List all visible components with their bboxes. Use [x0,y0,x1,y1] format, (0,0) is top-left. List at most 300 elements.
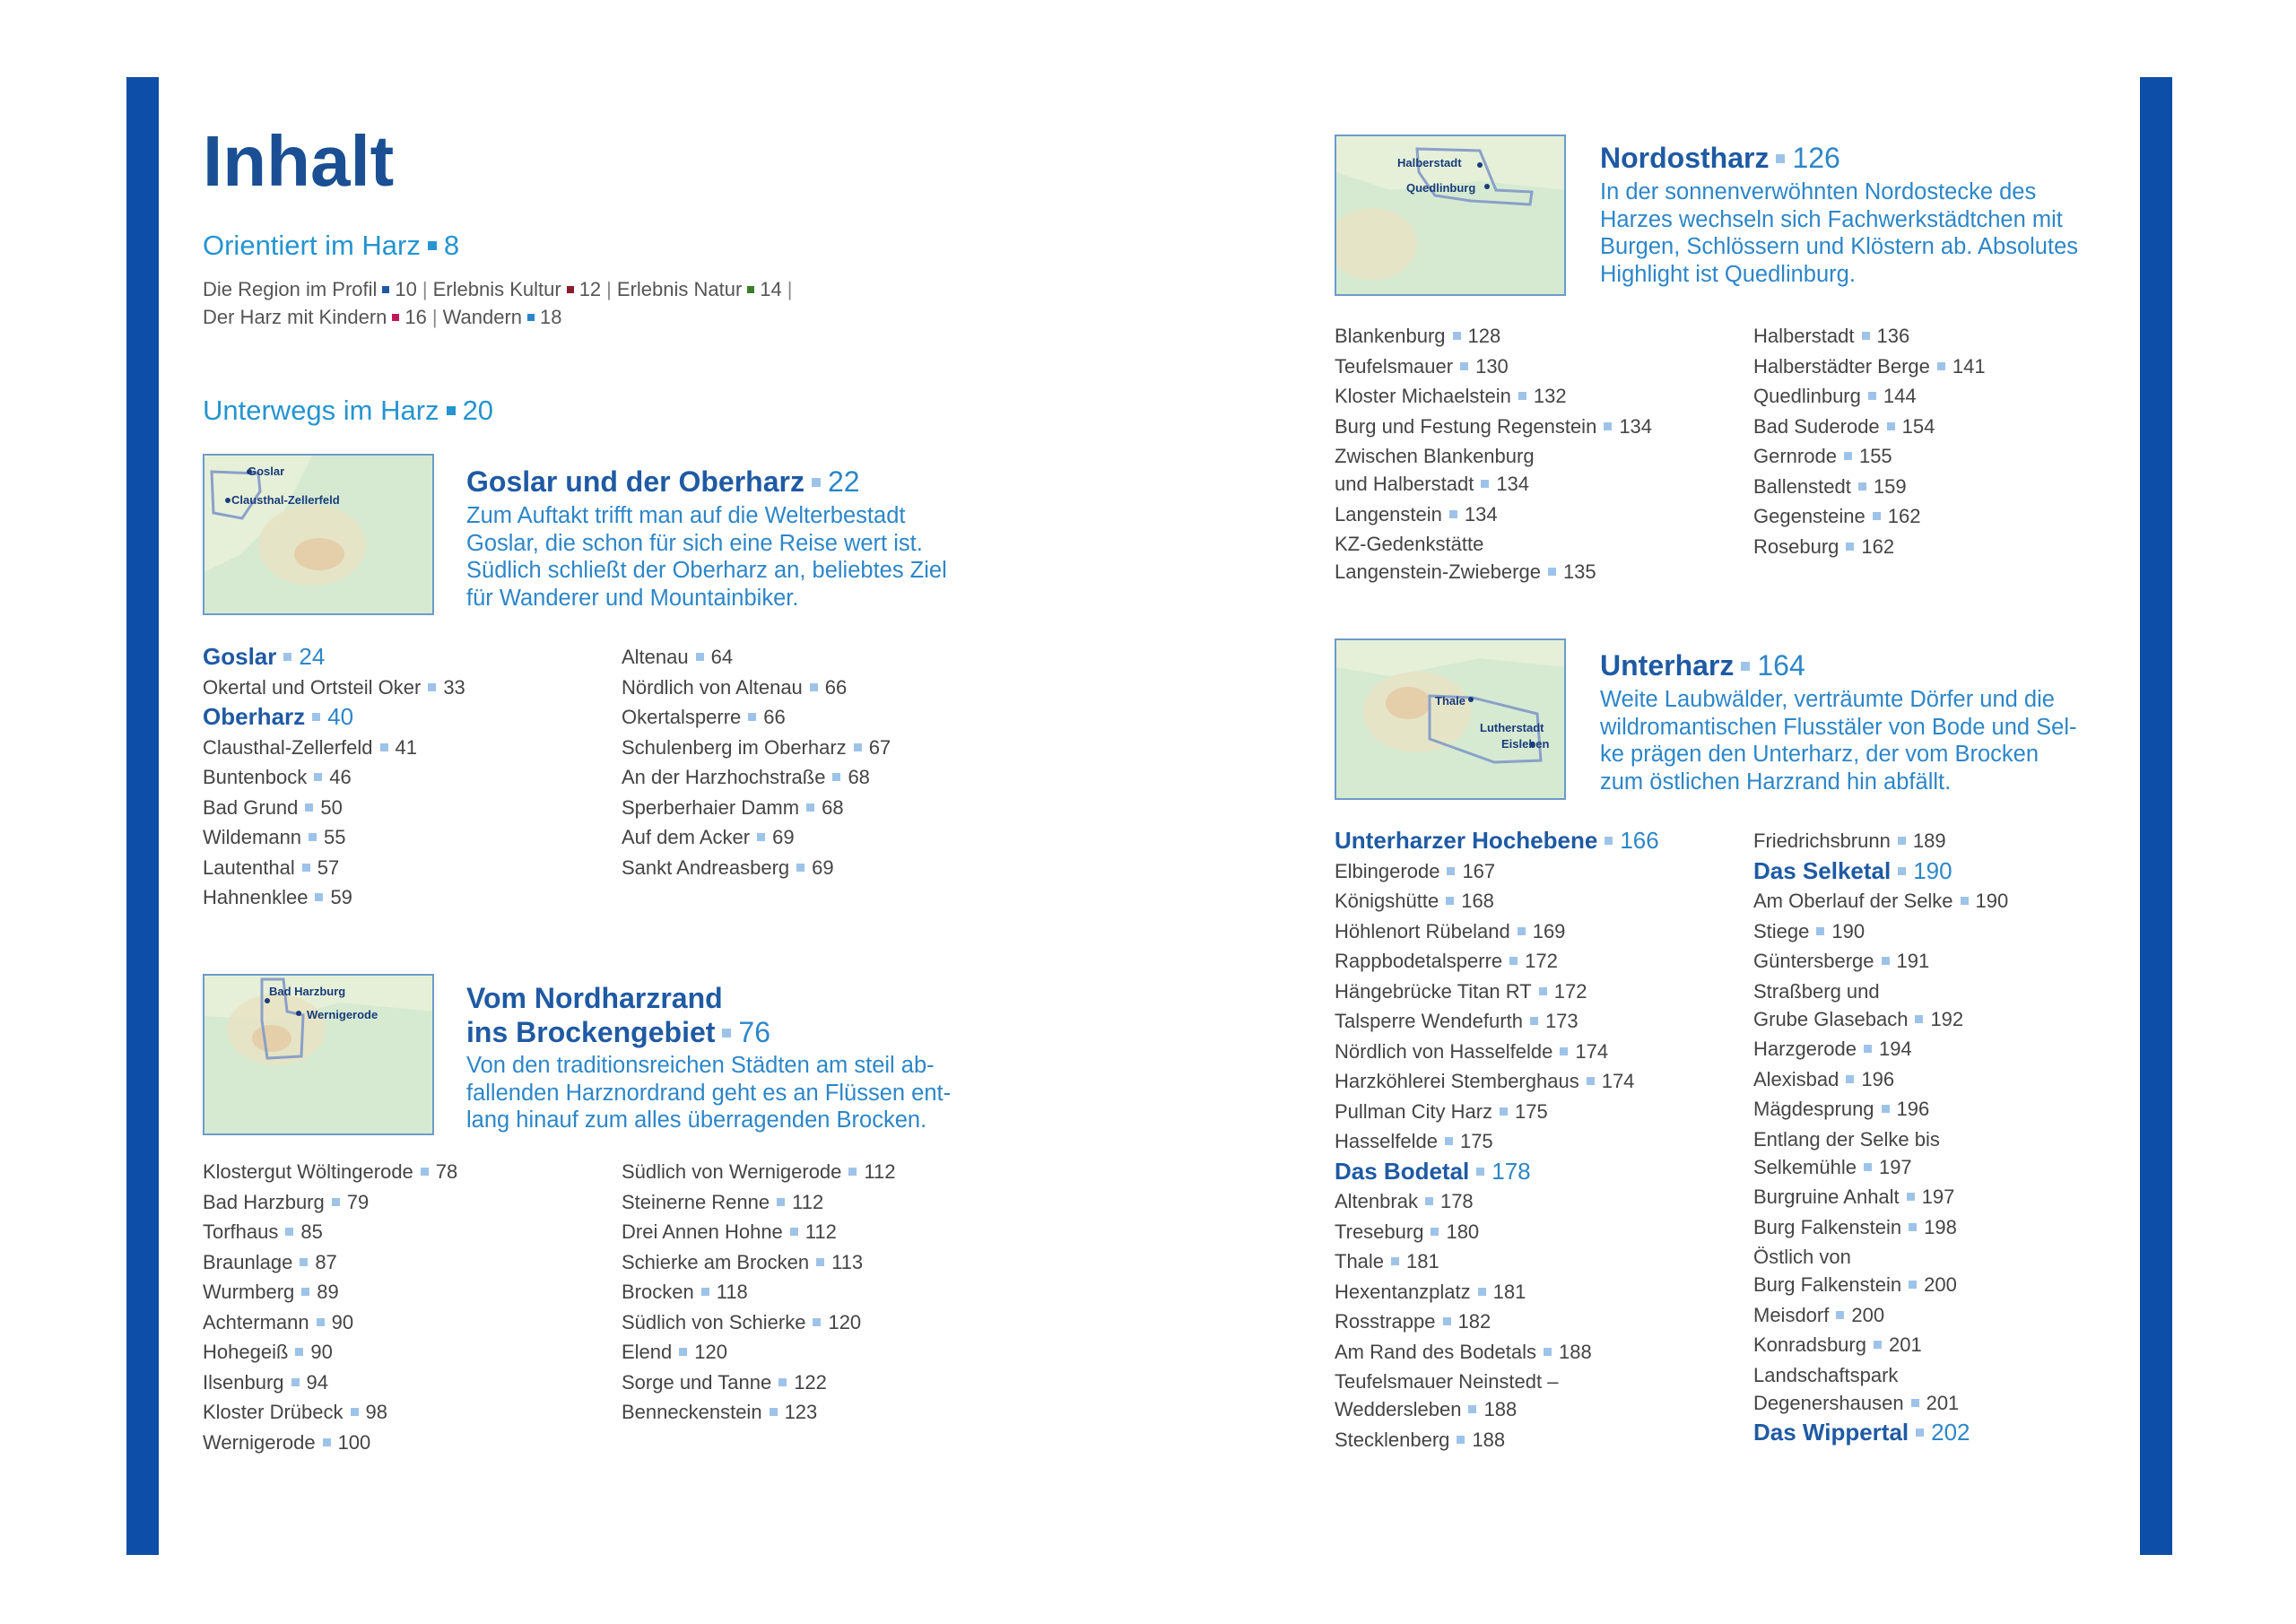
toc-entry-page: 154 [1901,414,1935,438]
toc-entry[interactable] [1753,947,2008,975]
toc-entry[interactable] [1753,1095,2008,1123]
square-bullet-icon [1864,1163,1872,1171]
toc-entry[interactable] [622,1278,895,1306]
toc-entry-label: Gegensteine [1753,505,1866,527]
toc-entry-label: Bad Grund [203,795,299,819]
separator: | [422,278,428,300]
square-bullet-icon [447,406,456,415]
toc-entry-label: Straßberg und [1753,979,1880,1003]
square-bullet-icon [283,653,291,661]
toc-entry[interactable] [1335,500,1652,528]
toc-entry[interactable] [622,854,891,881]
toc-entry[interactable] [1335,977,1659,1005]
nordost-section-desc [1600,178,2078,288]
toc-entry-page: 190 [1831,919,1866,942]
toc-entry-label: Halberstädter Berge [1753,354,1930,378]
left-accent-bar [126,77,159,1555]
unterwegs-heading[interactable] [203,395,493,427]
toc-entry[interactable] [1753,1035,2008,1063]
nordharz-title-line1: Vom Nordharzrand [466,982,723,1014]
square-bullet-icon [1882,1105,1890,1113]
toc-entry-label: Thale [1335,1250,1385,1272]
square-bullet-icon [778,1378,787,1386]
toc-entry[interactable] [1335,857,1659,885]
toc-entry-label: Ilsenburg [203,1370,284,1394]
toc-entry-page: 69 [812,855,834,879]
square-bullet-icon [1548,568,1556,576]
toc-entry[interactable] [1753,352,1986,380]
toc-entry[interactable] [622,1188,895,1216]
square-bullet-icon [302,864,310,872]
toc-entry-label: Goslar [203,643,277,670]
toc-entry[interactable] [1335,1338,1659,1366]
toc-entry-label: Wurmberg [203,1281,295,1303]
toc-entry-label: Brocken [622,1281,694,1303]
nordost-section-title[interactable] [1600,141,1840,175]
square-bullet-icon [1858,482,1866,491]
toc-entry[interactable] [622,1308,895,1336]
toc-entry-page: 192 [1930,1007,1964,1030]
square-bullet-icon [1961,897,1969,905]
toc-entry-page: 201 [1926,1391,1960,1414]
nordost-section-page: 126 [1792,142,1840,174]
separator: | [431,306,438,328]
toc-entry[interactable] [203,1278,457,1306]
toc-entry-label: Halberstadt [1753,325,1855,347]
toc-entry[interactable] [1335,1278,1659,1306]
orient-item-natur[interactable]: Erlebnis Natur [616,278,743,300]
toc-entry-label: Pullman City Harz [1335,1099,1493,1123]
square-bullet-icon [1449,510,1457,518]
toc-entry-page: 130 [1475,354,1509,378]
toc-entry[interactable] [1753,977,2008,1033]
toc-entry[interactable] [1753,1331,2008,1359]
unterharz-section-page: 164 [1757,649,1805,682]
toc-entry-label: Sankt Andreasberg [622,855,790,879]
toc-entry-page: 87 [315,1250,337,1273]
toc-entry[interactable] [203,1308,457,1336]
toc-entry[interactable] [1335,1127,1659,1155]
toc-entry[interactable] [622,794,891,821]
square-bullet-icon [332,1198,340,1206]
toc-entry-label2: Degenershausen [1753,1391,1904,1414]
nordost-section-title-text: Nordostharz [1600,142,1770,174]
square-bullet-icon [285,1228,293,1236]
goslar-section-title[interactable] [466,465,860,499]
square-bullet-icon [1476,1168,1484,1176]
orient-item-kinder[interactable]: Der Harz mit Kindern [203,306,387,328]
square-bullet-icon [1907,1193,1915,1201]
square-bullet-icon [1882,957,1890,965]
toc-entry[interactable] [622,1368,895,1396]
toc-entry-page: 181 [1492,1280,1526,1303]
toc-entry-label: Roseburg [1753,534,1839,558]
square-bullet-icon [679,1348,687,1356]
toc-entry-label-line2 [1335,470,1652,498]
toc-entry[interactable] [203,1398,457,1426]
toc-entry[interactable] [1335,1218,1659,1246]
toc-entry-label: Steinerne Renne [622,1190,770,1213]
square-bullet-icon [1887,422,1895,430]
toc-entry-page: 162 [1887,505,1921,527]
desc-line: Südlich schließt der Oberharz an, beliebtes Ziel [466,558,947,583]
desc-line: Weite Laubwälder, verträumte Dörfer und die [1600,687,2055,712]
toc-entry-page: 59 [330,886,352,908]
desc-line: Harzes wechseln sich Fachwerkstädtchen mit [1600,206,2063,232]
square-bullet-icon [1560,1047,1568,1055]
toc-entry[interactable] [203,854,465,881]
toc-entry-page: 175 [1459,1130,1493,1152]
toc-entry-label: Okertalsperre [622,706,742,728]
toc-entry[interactable] [622,734,891,761]
toc-entry[interactable] [1753,1183,2008,1211]
toc-entry-page: 132 [1533,385,1567,407]
toc-entry-label: Meisdorf [1753,1303,1830,1326]
right-accent-bar [2140,77,2172,1555]
toc-entry[interactable] [203,763,465,791]
toc-entry[interactable] [622,643,891,671]
square-bullet-icon [380,743,388,751]
toc-entry-page: 141 [1952,354,1986,378]
toc-entry-page: 134 [1496,473,1530,495]
map-label-goslar: Goslar [248,465,285,478]
toc-entry-label: Nördlich von Hasselfelde [1335,1039,1553,1063]
square-bullet-icon [1874,1341,1882,1349]
orient-item-profil[interactable]: Die Region im Profil [203,278,378,300]
toc-entry-page: 94 [306,1370,328,1394]
toc-entry-page: 182 [1457,1310,1492,1333]
toc-entry-label: Hängebrücke Titan RT [1335,979,1532,1003]
map-label-thale: Thale [1435,694,1465,708]
unterwegs-label: Unterwegs im Harz [203,395,439,426]
orient-item-kultur[interactable]: Erlebnis Kultur [432,278,561,300]
orientiert-heading[interactable] [203,230,459,262]
toc-entry[interactable] [1335,382,1652,410]
unterharz-region-map[interactable] [1335,638,1566,800]
square-bullet-icon [1898,837,1906,845]
toc-entry-label: Langenstein [1335,502,1442,525]
toc-entry[interactable] [1335,1067,1659,1095]
orient-item-kultur-page: 12 [578,278,602,300]
square-bullet-icon [291,1378,300,1386]
toc-entry-label: Am Oberlauf der Selke [1753,890,1953,912]
toc-entry[interactable] [1753,1125,2008,1181]
nordharz-map-graphic [204,976,434,1135]
toc-entry[interactable] [203,794,465,821]
toc-entry-page: 178 [1492,1157,1531,1185]
toc-entry[interactable] [622,1218,895,1246]
toc-entry-page: 172 [1553,979,1587,1003]
toc-entry[interactable] [622,823,891,851]
square-bullet-icon [1868,392,1876,400]
toc-entry-page: 196 [1896,1098,1930,1120]
toc-entry-label: Rosstrappe [1335,1310,1436,1333]
toc-entry[interactable] [1753,533,1986,560]
toc-entry-page: 190 [1913,856,1952,884]
orient-item-wandern-page: 18 [540,306,562,328]
toc-entry-label2: Selkemühle [1753,1155,1857,1178]
toc-entry-page: 68 [848,766,870,788]
toc-entry[interactable] [622,1338,895,1366]
toc-entry-label: Güntersberge [1753,950,1874,972]
square-bullet-icon [1443,1317,1451,1325]
square-bullet-icon [747,286,754,293]
square-bullet-icon [1836,1311,1844,1319]
toc-entry-label: Teufelsmauer [1335,354,1454,378]
square-bullet-icon [323,1438,331,1446]
toc-entry[interactable] [1753,413,1986,440]
toc-entry[interactable] [1335,442,1652,498]
toc-entry[interactable] [1335,322,1652,350]
toc-entry-label-line2 [1753,1271,2008,1298]
square-bullet-icon [701,1288,709,1296]
toc-entry-page: 188 [1559,1340,1592,1363]
square-bullet-icon [810,683,818,691]
toc-entry-label: Schulenberg im Oberharz [622,735,847,759]
square-bullet-icon [305,803,313,812]
toc-entry[interactable] [1335,1038,1659,1065]
toc-entry-label: Hasselfelde [1335,1130,1438,1152]
toc-entry-label: Schierke am Brocken [622,1250,810,1273]
toc-entry-page: 167 [1462,859,1496,882]
toc-entry-label: Hohegeiß [203,1341,289,1363]
toc-subheading[interactable] [203,703,465,731]
toc-entry[interactable] [622,673,891,701]
toc-entry-label: Clausthal-Zellerfeld [203,735,373,759]
toc-entry[interactable] [1335,917,1659,945]
toc-entry[interactable] [1753,827,2008,855]
toc-entry-label2: Burg Falkenstein [1753,1273,1902,1296]
toc-entry[interactable] [203,823,465,851]
square-bullet-icon [748,713,756,721]
toc-entry-page: 197 [1878,1155,1912,1178]
toc-subheading[interactable] [203,643,465,671]
square-bullet-icon [854,743,862,751]
toc-entry[interactable] [203,1218,457,1246]
toc-entry[interactable] [622,1398,895,1426]
toc-entry[interactable] [203,673,465,701]
toc-entry-page: 196 [1861,1067,1895,1090]
toc-entry[interactable] [1335,1426,1659,1454]
toc-entry[interactable] [203,1429,457,1456]
square-bullet-icon [777,1198,785,1206]
toc-entry[interactable] [203,1158,457,1185]
toc-entry-label: Klostergut Wöltingerode [203,1160,413,1183]
separator: | [787,278,793,300]
toc-entry[interactable] [1335,1098,1659,1125]
square-bullet-icon [300,1258,308,1266]
toc-entry[interactable] [622,1158,895,1185]
toc-entry-page: 112 [792,1190,824,1213]
square-bullet-icon [1431,1228,1439,1236]
square-bullet-icon [1844,452,1852,460]
toc-entry-page: 162 [1861,534,1895,558]
toc-subheading[interactable] [1753,857,2008,885]
toc-entry[interactable] [622,1248,895,1276]
toc-entry-label-line2 [1753,1005,2008,1033]
toc-entry-page: 172 [1525,950,1558,972]
toc-entry-page: 67 [868,735,891,759]
toc-entry[interactable] [203,734,465,761]
toc-entry[interactable] [1753,442,1986,470]
square-bullet-icon [1605,837,1613,845]
unterwegs-page: 20 [462,395,494,426]
toc-entry[interactable] [1753,1213,2008,1241]
toc-entry-page: 134 [1464,502,1498,525]
toc-entry[interactable] [1753,1065,2008,1093]
square-bullet-icon [722,1029,731,1038]
toc-entry-page: 50 [320,795,343,819]
square-bullet-icon [315,893,323,901]
nordost-list-col1 [1335,322,1652,588]
toc-entry[interactable] [1753,1243,2008,1298]
desc-line: für Wanderer und Mountainbiker. [466,585,799,611]
toc-entry[interactable] [1753,887,2008,915]
toc-entry-page: 66 [763,706,786,728]
desc-line: zum östlichen Harzrand hin abfällt. [1600,769,1952,795]
toc-entry-label: Das Bodetal [1335,1157,1470,1185]
toc-entry[interactable] [1753,502,1986,530]
toc-entry[interactable] [1753,382,1986,410]
toc-entry-page: 123 [784,1401,818,1423]
toc-entry-label-line2 [1335,1395,1659,1423]
nordharz-region-map[interactable] [203,974,434,1135]
square-bullet-icon [527,314,535,321]
toc-entry-label: Altenau [622,646,689,668]
toc-entry-page: 79 [346,1190,370,1213]
toc-entry[interactable] [1335,887,1659,915]
toc-entry[interactable] [1753,473,1986,500]
toc-entry-label: Achtermann [203,1310,309,1333]
toc-entry-page: 191 [1896,950,1930,972]
toc-entry-page: 100 [337,1430,371,1454]
toc-entry-label: Sorge und Tanne [622,1370,772,1394]
square-bullet-icon [428,683,436,691]
toc-subheading[interactable] [1335,1158,1659,1185]
nordost-region-map[interactable] [1335,135,1566,296]
toc-entry-page: 159 [1873,474,1907,498]
toc-entry[interactable] [1335,352,1652,380]
unterharz-section-title-text: Unterharz [1600,649,1735,682]
toc-entry[interactable] [1335,1187,1659,1215]
toc-entry[interactable] [622,703,891,731]
toc-entry-label: Hexentanzplatz [1335,1280,1471,1303]
square-bullet-icon [1864,1045,1872,1053]
goslar-section-page: 22 [827,465,860,498]
toc-entry-label: Wernigerode [203,1430,316,1454]
square-bullet-icon [1587,1077,1595,1085]
orient-item-wandern[interactable]: Wandern [442,306,523,328]
toc-entry[interactable] [1335,413,1652,440]
square-bullet-icon [848,1168,857,1176]
toc-entry[interactable] [203,1338,457,1366]
square-bullet-icon [1544,1348,1552,1356]
toc-entry[interactable] [203,1368,457,1396]
toc-entry[interactable] [203,883,465,911]
toc-entry[interactable] [1753,1361,2008,1417]
toc-entry-label: Harzköhlerei Stemberghaus [1335,1070,1579,1092]
square-bullet-icon [1530,1017,1538,1025]
toc-subheading[interactable] [1335,827,1659,855]
toc-entry-page: 57 [317,855,340,879]
toc-entry-label: Teufelsmauer Neinstedt – [1335,1370,1559,1393]
square-bullet-icon [1500,1107,1508,1116]
square-bullet-icon [1898,867,1906,875]
square-bullet-icon [1909,1223,1917,1231]
toc-entry[interactable] [203,1248,457,1276]
goslar-region-map[interactable] [203,454,434,615]
square-bullet-icon [1446,897,1454,905]
square-bullet-icon [806,803,814,812]
toc-entry-label-line2 [1335,558,1652,586]
toc-entry[interactable] [1335,1368,1659,1423]
toc-entry-page: 188 [1483,1398,1518,1420]
toc-entry[interactable] [1335,947,1659,975]
toc-entry[interactable] [1753,917,2008,945]
unterharz-section-title[interactable] [1600,648,1805,682]
toc-entry-page: 69 [772,826,795,848]
toc-entry-label: Treseburg [1335,1220,1424,1243]
orientiert-items [203,275,884,331]
toc-entry-label-line2 [1753,1389,2008,1417]
unterharz-map-graphic [1336,640,1566,800]
toc-entry-page: 120 [828,1310,862,1333]
toc-entry-page: 112 [804,1220,837,1243]
toc-entry-page: 174 [1601,1070,1635,1092]
toc-entry-page: 175 [1515,1099,1548,1123]
toc-entry-label: Südlich von Wernigerode [622,1160,842,1183]
toc-entry[interactable] [203,1188,457,1216]
toc-entry-label: Das Selketal [1753,856,1892,884]
toc-entry[interactable] [622,763,891,791]
toc-subheading[interactable] [1753,1419,2008,1446]
toc-entry-page: 200 [1851,1303,1885,1326]
toc-entry-page: 197 [1921,1185,1955,1208]
toc-entry[interactable] [1753,1301,2008,1329]
toc-entry[interactable] [1753,322,1986,350]
square-bullet-icon [1846,543,1854,551]
toc-entry-page: 181 [1406,1250,1439,1272]
square-bullet-icon [1873,512,1881,520]
toc-entry-page: 40 [327,703,354,730]
nordharz-section-page: 76 [738,1016,770,1048]
square-bullet-icon [812,478,821,487]
toc-entry[interactable] [1335,530,1652,586]
toc-entry[interactable] [1335,1007,1659,1035]
map-label-eisleben: Eisleben [1501,737,1550,751]
toc-entry-page: 135 [1562,560,1596,583]
nordharz-section-title[interactable] [466,981,770,1049]
toc-entry-label: Kloster Michaelstein [1335,385,1511,407]
toc-entry-page: 64 [710,646,734,668]
toc-entry-label: Drei Annen Hohne [622,1220,783,1243]
toc-entry-label: Elbingerode [1335,859,1440,882]
square-bullet-icon [796,864,804,872]
square-bullet-icon [1481,480,1489,488]
square-bullet-icon [392,314,399,321]
square-bullet-icon [351,1408,359,1416]
toc-entry[interactable] [1335,1247,1659,1275]
toc-entry-label: Braunlage [203,1250,293,1273]
toc-entry-page: 189 [1912,829,1946,852]
toc-entry-page: 200 [1924,1273,1957,1296]
toc-entry-label: Lautenthal [203,855,295,879]
toc-entry[interactable] [1335,1307,1659,1335]
toc-entry-page: 68 [822,795,844,819]
square-bullet-icon [428,241,437,250]
goslar-list-col1 [203,643,465,914]
square-bullet-icon [1776,154,1785,163]
